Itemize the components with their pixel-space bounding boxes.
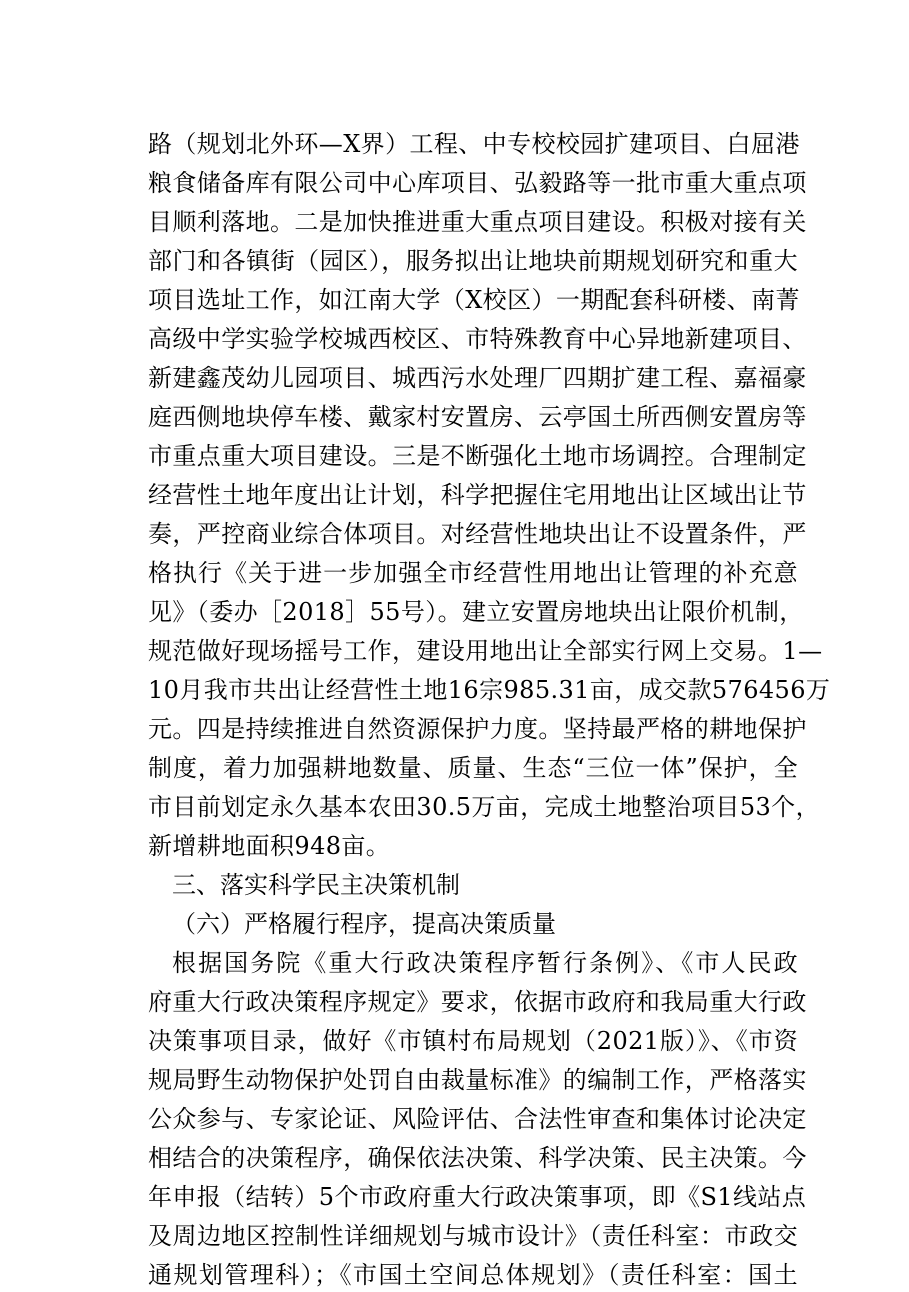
text-line: 路（规划北外环—X界）工程、中专校校园扩建项目、白屈港 (148, 130, 800, 158)
text-line: 决策事项目录，做好《市镇村布局规划（2021版）》、《市资 (148, 1027, 798, 1055)
text-line: 奏，严控商业综合体项目。对经营性地块出让不设置条件，严 (148, 520, 807, 548)
text-line: 部门和各镇街（园区），服务拟出让地块前期规划研究和重大 (148, 247, 798, 275)
subsection-heading: （六）严格履行程序，提高决策质量 (172, 910, 556, 938)
section-heading: 三、落实科学民主决策机制 (172, 871, 460, 899)
text-line: 相结合的决策程序，确保依法决策、科学决策、民主决策。今 (148, 1144, 807, 1172)
text-line: 见》（委办［2018］55号）。建立安置房地块出让限价机制， (148, 598, 804, 626)
text-line: 经营性土地年度出让计划，科学把握住宅用地出让区域出让节 (148, 481, 807, 509)
text-line: 项目选址工作，如江南大学（X校区）一期配套科研楼、南菁 (148, 286, 800, 314)
text-line: 市重点重大项目建设。三是不断强化土地市场调控。合理制定 (148, 442, 807, 470)
text-line: 庭西侧地块停车楼、戴家村安置房、云亭国土所西侧安置房等 (148, 403, 807, 431)
text-line: 目顺利落地。二是加快推进重大重点项目建设。积极对接有关 (148, 208, 807, 236)
text-line: 格执行《关于进一步加强全市经营性用地出让管理的补充意 (148, 559, 798, 587)
text-line: 及周边地区控制性详细规划与城市设计》（责任科室：市政交 (148, 1222, 798, 1250)
text-line: 新建鑫茂幼儿园项目、城西污水处理厂四期扩建工程、嘉福豪 (148, 364, 807, 392)
text-line: 元。四是持续推进自然资源保护力度。坚持最严格的耕地保护 (148, 715, 807, 743)
text-line: 年申报（结转）5个市政府重大行政决策事项，即《S1线站点 (148, 1183, 807, 1211)
text-line: 根据国务院《重大行政决策程序暂行条例》、《市人民政 (172, 949, 798, 977)
text-line: 通规划管理科）；《市国土空间总体规划》（责任科室：国土 (148, 1261, 798, 1289)
text-line: 新增耕地面积948亩。 (148, 832, 391, 860)
text-line: 公众参与、专家论证、风险评估、合法性审查和集体讨论决定 (148, 1105, 807, 1133)
text-line: 规范做好现场摇号工作，建设用地出让全部实行网上交易。1— (148, 637, 823, 665)
text-line: 市目前划定永久基本农田30.5万亩，完成土地整治项目53个， (148, 793, 820, 821)
text-line: 制度，着力加强耕地数量、质量、生态“三位一体”保护，全 (148, 754, 798, 782)
text-line: 高级中学实验学校城西校区、市特殊教育中心异地新建项目、 (148, 325, 807, 353)
text-line: 府重大行政决策程序规定》要求，依据市政府和我局重大行政 (148, 988, 807, 1016)
text-line: 10月我市共出让经营性土地16宗985.31亩，成交款576456万 (148, 676, 831, 704)
text-line: 规局野生动物保护处罚自由裁量标准》的编制工作，严格落实 (148, 1066, 807, 1094)
text-line: 粮食储备库有限公司中心库项目、弘毅路等一批市重大重点项 (148, 169, 807, 197)
